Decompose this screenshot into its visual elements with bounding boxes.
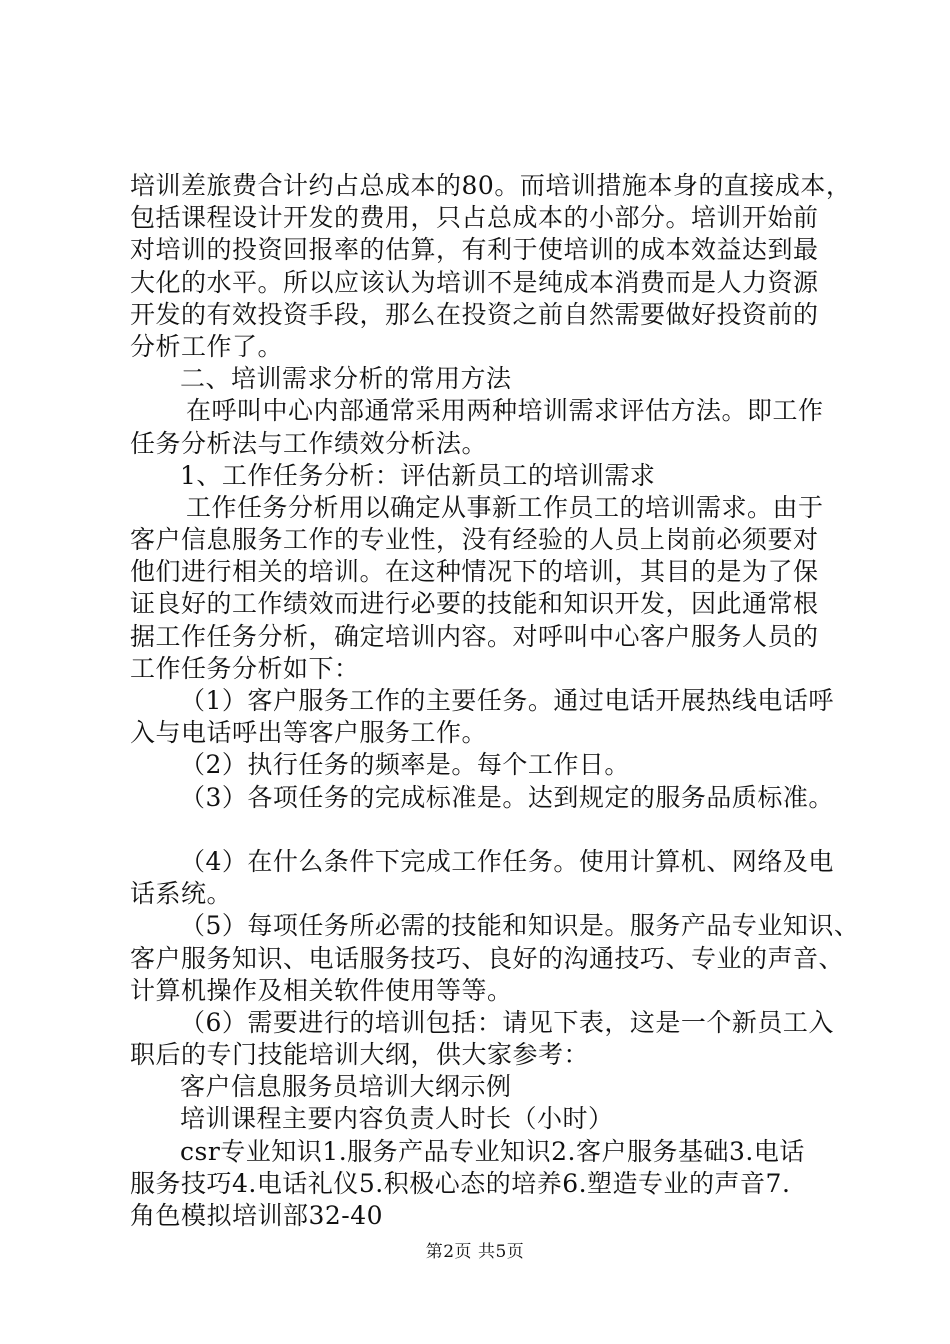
paragraph-line: 开发的有效投资手段，那么在投资之前自然需要做好投资前的 — [130, 299, 819, 329]
paragraph-line: 客户服务知识、电话服务技巧、良好的沟通技巧、专业的声音、 — [130, 943, 845, 973]
paragraph-line: 任务分析法与工作绩效分析法。 — [130, 428, 488, 458]
paragraph-line: 培训差旅费合计约占总成本的80。而培训措施本身的直接成本， — [130, 171, 852, 200]
paragraph-line: 据工作任务分析，确定培训内容。对呼叫中心客户服务人员的 — [130, 621, 819, 651]
section-heading: 二、培训需求分析的常用方法 — [180, 364, 512, 394]
list-item: （2）执行任务的频率是。每个工作日。 — [180, 750, 630, 780]
paragraph-line: 客户信息服务工作的专业性，没有经验的人员上岗前必须要对 — [130, 525, 819, 555]
paragraph-line: 分析工作了。 — [130, 331, 284, 361]
table-header: 培训课程主要内容负责人时长（小时） — [180, 1104, 614, 1134]
paragraph-line: 工作任务分析用以确定从事新工作员工的培训需求。由于 — [186, 492, 824, 522]
table-row: csr专业知识1.服务产品专业知识2.客户服务基础3.电话 — [180, 1136, 805, 1166]
paragraph-line: 入与电话呼出等客户服务工作。 — [130, 718, 488, 748]
list-item: （4）在什么条件下完成工作任务。使用计算机、网络及电 — [180, 846, 834, 876]
table-row: 角色模拟培训部32-40 — [130, 1201, 384, 1230]
table-title: 客户信息服务员培训大纲示例 — [180, 1072, 512, 1102]
paragraph-line: 计算机操作及相关软件使用等等。 — [130, 975, 513, 1005]
list-item: （5）每项任务所必需的技能和知识是。服务产品专业知识、 — [180, 911, 860, 941]
body-text — [130, 170, 860, 1232]
paragraph-line: 话系统。 — [130, 879, 233, 909]
paragraph-line: 工作任务分析如下： — [130, 653, 360, 683]
paragraph-line: 大化的水平。所以应该认为培训不是纯成本消费而是人力资源 — [130, 267, 819, 297]
paragraph-line: 证良好的工作绩效而进行必要的技能和知识开发，因此通常根 — [130, 589, 819, 619]
list-item: （3）各项任务的完成标准是。达到规定的服务品质标准。 — [180, 782, 834, 812]
list-item: （6）需要进行的培训包括：请见下表，这是一个新员工入 — [180, 1007, 834, 1037]
paragraph-line: 在呼叫中心内部通常采用两种培训需求评估方法。即工作 — [186, 396, 824, 426]
list-item: （1）客户服务工作的主要任务。通过电话开展热线电话呼 — [180, 686, 834, 715]
table-row: 服务技巧4.电话礼仪5.积极心态的培养6.塑造专业的声音7. — [130, 1168, 791, 1198]
blank-line — [130, 814, 835, 846]
paragraph-line: 他们进行相关的培训。在这种情况下的培训，其目的是为了保 — [130, 557, 819, 587]
paragraph-line: 包括课程设计开发的费用，只占总成本的小部分。培训开始前 — [130, 203, 819, 233]
paragraph-line: 职后的专门技能培训大纲，供大家参考： — [130, 1040, 590, 1070]
subsection-heading: 1、工作任务分析：评估新员工的培训需求 — [180, 460, 656, 490]
page-number-footer: 第2页 共5页 — [425, 1242, 525, 1262]
paragraph-line: 对培训的投资回报率的估算，有利于使培训的成本效益达到最 — [130, 235, 819, 265]
